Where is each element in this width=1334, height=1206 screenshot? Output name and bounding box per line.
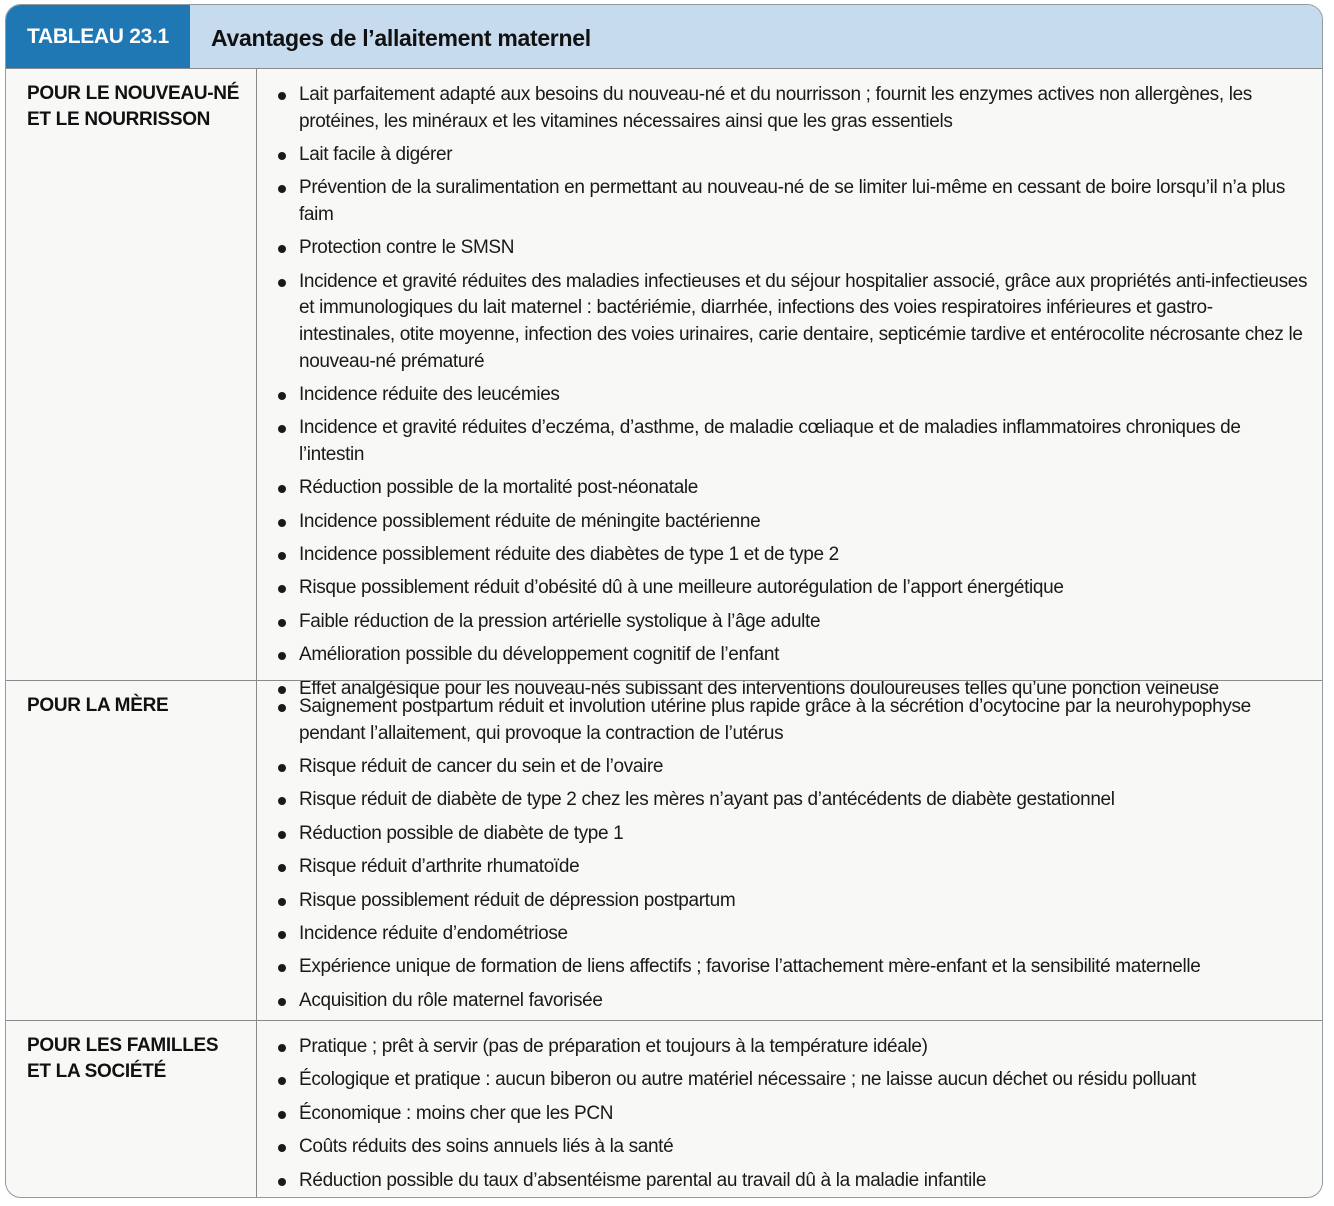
list-item-text: Acquisition du rôle maternel favorisée [299,989,603,1011]
table-frame [5,4,1323,1198]
list-item [278,382,1308,409]
list-item-text: Lait facile à digérer [299,143,453,165]
bullet-icon [278,152,286,160]
list-item-text: Lait parfaitement adapté aux besoins du nouveau-né et du nourrisson ; fournit les enzymes actives non allergènes, les protéines, les minéraux et les vitamines nécessaires ainsi que les gras essentiels [299,84,1252,132]
list-item [278,415,1308,468]
bullet-icon [278,585,286,593]
bullet-icon [278,552,286,560]
list-item-text: Risque possiblement réduit d’obésité dû à une meilleure autorégulation de l’apport énergétique [299,577,1064,599]
list-item-text: Économique : moins cher que les PCN [299,1102,614,1124]
section-label-line: ET LE NOURRISSON [27,109,211,130]
section-mother [6,677,1322,1020]
bullet-icon [278,652,286,660]
list-item-text: Effet analgésique pour les nouveau-nés subissant des interventions douloureuses telles qu’une ponction veineuse [299,677,1219,699]
list-item-text: Réduction possible du taux d’absentéisme parental au travail dû à la maladie infantile [299,1169,987,1191]
list-item-text: Incidence réduite d’endométriose [299,922,568,944]
column-divider [256,69,257,680]
list-item-text: Expérience unique de formation de liens affectifs ; favorise l’attachement mère-enfant et la sensibilité maternelle [299,956,1201,978]
list-item-text: Amélioration possible du développement cognitif de l’enfant [299,644,780,666]
list-item-text: Coûts réduits des soins annuels liés à la santé [299,1136,674,1158]
list-item [278,609,1308,636]
list-item-text: Faible réduction de la pression artérielle systolique à l’âge adulte [299,610,821,632]
bullet-icon [278,797,286,805]
bullet-icon [278,1144,286,1152]
benefit-list [278,694,1308,1021]
bullet-icon [278,931,286,939]
list-item-text: Risque réduit de diabète de type 2 chez les mères n’ayant pas d’antécédents de diabète gestationnel [299,789,1115,811]
bullet-icon [278,764,286,772]
table-number: TABLEAU 23.1 [6,5,190,68]
list-item-text: Risque réduit d’arthrite rhumatoïde [299,856,580,878]
list-item [278,542,1308,569]
bullet-icon [278,864,286,872]
list-item [278,954,1308,981]
list-item [278,82,1308,135]
list-item [278,1168,1308,1195]
benefit-list [278,1034,1308,1198]
list-item-text: Pratique ; prêt à servir (pas de préparation et toujours à la température idéale) [299,1036,928,1057]
list-item [278,921,1308,948]
bullet-icon [278,704,286,712]
list-item [278,642,1308,669]
list-item [278,509,1308,536]
bullet-icon [278,392,286,400]
bullet-icon [278,1178,286,1186]
list-item [278,1067,1308,1094]
list-item [278,475,1308,502]
bullet-icon [278,1044,286,1052]
table-title: Avantages de l’allaitement maternel [211,25,591,51]
bullet-icon [278,485,286,493]
bullet-icon [278,619,286,627]
benefit-list [278,82,1308,709]
list-item [278,988,1308,1015]
list-item [278,575,1308,602]
section-label-line: POUR LES FAMILLES [27,1035,219,1056]
list-item [278,1101,1308,1128]
list-item-text: Saignement postpartum réduit et involution utérine plus rapide grâce à la sécrétion d’ocytocine par la neurohypophyse pendant l’allaitement, qui provoque la contraction de l’utérus [299,696,1251,744]
bullet-icon [278,185,286,193]
bullet-icon [278,245,286,253]
bullet-icon [278,1111,286,1119]
list-item-text: Risque possiblement réduit de dépression postpartum [299,889,736,911]
bullet-icon [278,898,286,906]
section-label-line: ET LA SOCIÉTÉ [27,1061,166,1082]
table-header [6,5,1322,68]
list-item [278,754,1308,781]
section-label [27,1033,247,1085]
bullet-icon [278,92,286,100]
list-item-text: Incidence possiblement réduite des diabètes de type 1 et de type 2 [299,544,839,566]
list-item-text: Écologique et pratique : aucun biberon ou autre matériel nécessaire ; ne laisse aucun déchet ou résidu polluant [299,1069,1196,1091]
bullet-icon [278,519,286,527]
bullet-icon [278,1077,286,1085]
section-label [27,81,247,133]
list-item [278,175,1308,228]
section-family-society [6,1020,1322,1198]
list-item [278,235,1308,262]
list-item-text: Prévention de la suralimentation en permettant au nouveau-né de se limiter lui-même en cessant de boire lorsqu’il n’a plus faim [299,177,1285,225]
section-label-line: POUR LE NOUVEAU-NÉ [27,83,240,104]
list-item-text: Réduction possible de diabète de type 1 [299,822,624,844]
list-item-text: Réduction possible de la mortalité post-néonatale [299,477,698,499]
column-divider [256,681,257,1020]
list-item [278,1134,1308,1161]
list-item [278,1034,1308,1061]
list-item [278,787,1308,814]
list-item [278,821,1308,848]
list-item-text: Incidence et gravité réduites d’eczéma, d’asthme, de maladie cœliaque et de maladies inflammatoires chroniques de l’intestin [299,417,1241,465]
section-label [27,693,247,719]
list-item [278,142,1308,169]
bullet-icon [278,425,286,433]
section-label-line: POUR LA MÈRE [27,695,169,716]
bullet-icon [278,998,286,1006]
bullet-icon [278,831,286,839]
list-item-text: Incidence possiblement réduite de méningite bactérienne [299,510,761,532]
list-item-text: Risque réduit de cancer du sein et de l’ovaire [299,755,664,777]
column-divider [256,1021,257,1198]
list-item-text: Incidence et gravité réduites des maladies infectieuses et du séjour hospitalier associé, grâce aux propriétés anti-infectieuses et immunologiques du lait maternel : bactériémie, diarrhée, infections des voies respiratoires inférieures et gastro-intestinales, otite moyenne, infection des voies urinaires, carie dentaire, septicémie tardive et entérocolite nécrosante chez le nouveau-né prématuré [299,270,1308,372]
bullet-icon [278,964,286,972]
list-item-text: Incidence réduite des leucémies [299,383,560,405]
section-newborn [6,68,1322,699]
list-item-text: Protection contre le SMSN [299,237,515,259]
list-item [278,854,1308,881]
bullet-icon [278,279,286,287]
list-item [278,694,1308,747]
list-item [278,269,1308,375]
list-item [278,888,1308,915]
